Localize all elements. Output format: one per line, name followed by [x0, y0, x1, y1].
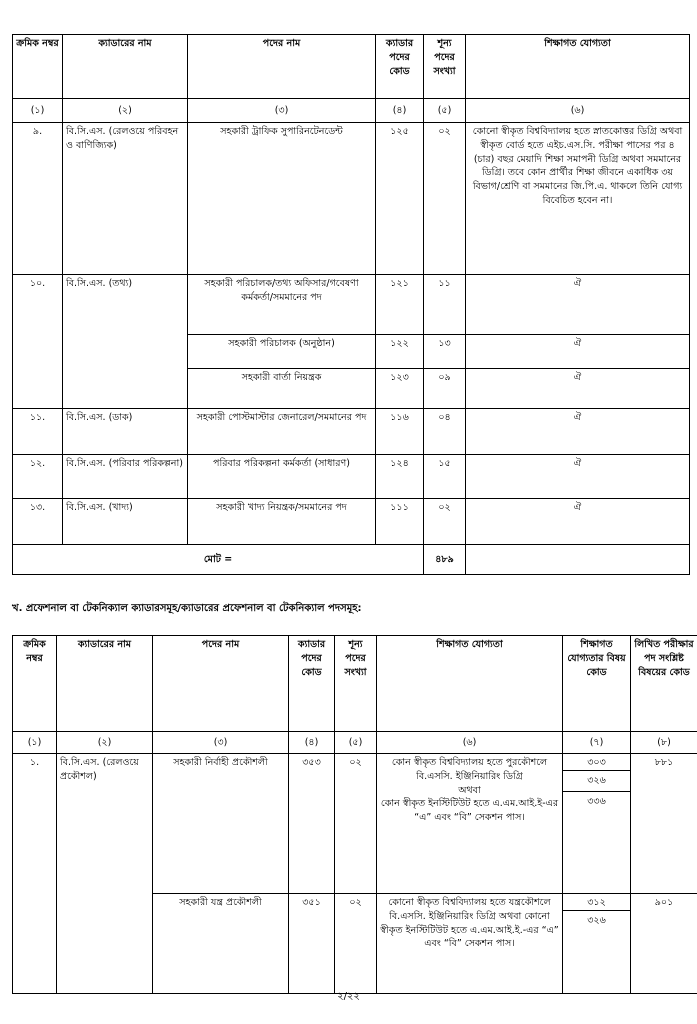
colnum: (৪) — [289, 732, 335, 754]
section-heading: খ. প্রফেশনাল বা টেকনিক্যাল ক্যাডারসমূহ/ক্যাডারের প্রফেশনাল বা টেকনিক্যাল পদসমূহ: — [12, 603, 362, 614]
post-cell: পরিবার পরিকল্পনা কর্মকর্তা (সাধারণ) — [188, 455, 376, 499]
code-cell: ১১১ — [376, 499, 424, 545]
serial-cell: ১১. — [13, 409, 63, 455]
colnum: (১) — [13, 99, 63, 123]
code-cell: ১২৫ — [376, 123, 424, 275]
colnum: (৪) — [376, 99, 424, 123]
qualification-cell: কোনো স্বীকৃত বিশ্ববিদ্যালয় হতে স্নাতকোত্তর ডিগ্রি অথবা স্বীকৃত বোর্ড হতে এইচ.এস.সি. পরীক্ষা পাসের পর ৪ (চার) বছর মেয়াদি শিক্ষা সমাপনী ডিগ্রি অথবা সমমানের ডিগ্রি। তবে কোন প্রার্থীর শিক্ষা জীবনে একাধিক ৩য় বিভাগ/শ্রেণি বা সমমানের জি.পি.এ. থাকলে তিনি যোগ্য বিবেচিত হবেন না। — [466, 123, 690, 275]
subject-code: ৩২৬ — [563, 910, 630, 931]
post-cell: সহকারী খাদ্য নিয়ন্ত্রক/সমমানের পদ — [188, 499, 376, 545]
cadre-cell: বি.সি.এস. (তথ্য) — [63, 275, 188, 409]
code-cell: ৩৫৩ — [289, 754, 335, 894]
colnum: (৬) — [466, 99, 690, 123]
serial-cell: ১. — [13, 754, 57, 994]
post-cell: সহকারী পোস্টমাস্টার জেনারেল/সমমানের পদ — [188, 409, 376, 455]
subject-code: ৩৩৬ — [563, 791, 630, 812]
vacancy-cell: ০২ — [424, 499, 466, 545]
header-subject-code: শিক্ষাগত যোগ্যতার বিষয় কোড — [563, 636, 631, 732]
subject-code-cell — [563, 754, 631, 894]
table-row — [13, 754, 697, 894]
header-qualification: শিক্ষাগত যোগ্যতা — [377, 636, 563, 732]
header-cadre: ক্যাডারের নাম — [63, 35, 188, 99]
subject-code: ৩১২ — [587, 897, 606, 908]
header-post: পদের নাম — [188, 35, 376, 99]
exam-code-cell: ৮৮১ — [631, 754, 697, 894]
total-label: মোট = — [13, 545, 424, 575]
post-cell: সহকারী যন্ত্র প্রকৌশলী — [153, 894, 289, 994]
code-cell: ১২১ — [376, 275, 424, 335]
column-number-row — [13, 732, 697, 754]
colnum: (৫) — [335, 732, 377, 754]
vacancy-cell: ১৫ — [424, 455, 466, 499]
header-row — [13, 35, 690, 99]
vacancy-cell: ১১ — [424, 275, 466, 335]
general-cadre-table — [12, 34, 690, 575]
serial-cell: ১০. — [13, 275, 63, 409]
subject-code: ৩০৩ — [587, 757, 606, 768]
qualification-or: অথবা — [458, 784, 481, 796]
qualification-cell: ঐ — [466, 499, 690, 545]
colnum: (৩) — [188, 99, 376, 123]
exam-code-cell: ৯০১ — [631, 894, 697, 994]
professional-cadre-table — [12, 635, 697, 994]
code-cell: ৩৫১ — [289, 894, 335, 994]
subject-code: ৩২৬ — [563, 770, 630, 791]
header-qualification: শিক্ষাগত যোগ্যতা — [466, 35, 690, 99]
code-cell: ১২৪ — [376, 455, 424, 499]
qualification-cell: ঐ — [466, 369, 690, 409]
header-serial: ক্রমিক নম্বর — [13, 636, 57, 732]
qualification-cell: কোনো স্বীকৃত বিশ্ববিদ্যালয় হতে যন্ত্রকৌশলে বি.এসসি. ইঞ্জিনিয়ারিং ডিগ্রি অথবা কোনো স্বীকৃত ইনস্টিটিউট হতে এ.এম.আই.ই.-এর “এ” এবং “বি” সেকশন পাস। — [377, 894, 563, 994]
table-row — [13, 499, 690, 545]
serial-cell: ৯. — [13, 123, 63, 275]
code-cell: ১২২ — [376, 335, 424, 369]
colnum: (২) — [63, 99, 188, 123]
header-vacancy: শূন্য পদের সংখ্যা — [335, 636, 377, 732]
code-cell: ১২৩ — [376, 369, 424, 409]
post-cell: সহকারী ট্রাফিক সুপারিনটেনডেন্ট — [188, 123, 376, 275]
colnum: (৮) — [631, 732, 697, 754]
vacancy-cell: ০৯ — [424, 369, 466, 409]
page-number: ২/২২ — [337, 991, 360, 1002]
table-row — [13, 409, 690, 455]
qualification-cell: ঐ — [466, 409, 690, 455]
table-row — [13, 123, 690, 275]
header-row — [13, 636, 697, 732]
post-cell: সহকারী নির্বাহী প্রকৌশলী — [153, 754, 289, 894]
colnum: (৫) — [424, 99, 466, 123]
post-cell: সহকারী পরিচালক/তথ্য অফিসার/গবেষণা কর্মকর্তা/সমমানের পদ — [188, 275, 376, 335]
header-cadre: ক্যাডারের নাম — [57, 636, 153, 732]
cadre-cell: বি.সি.এস. (পরিবার পরিকল্পনা) — [63, 455, 188, 499]
qualification-line: কোন স্বীকৃত বিশ্ববিদ্যালয় হতে পুরকৌশলে বি.এসসি. ইঞ্জিনিয়ারিং ডিগ্রি — [391, 757, 548, 782]
total-row — [13, 545, 690, 575]
header-code: ক্যাডার পদের কোড — [376, 35, 424, 99]
vacancy-cell: ০৪ — [424, 409, 466, 455]
code-cell: ১১৬ — [376, 409, 424, 455]
table-row — [13, 455, 690, 499]
cadre-cell: বি.সি.এস. (খাদ্য) — [63, 499, 188, 545]
empty-cell — [466, 545, 690, 575]
vacancy-cell: ০২ — [335, 894, 377, 994]
qualification-cell — [377, 754, 563, 894]
vacancy-cell: ১৩ — [424, 335, 466, 369]
post-cell: সহকারী বার্তা নিয়ন্ত্রক — [188, 369, 376, 409]
table-row — [13, 275, 690, 335]
colnum: (৭) — [563, 732, 631, 754]
qualification-cell: ঐ — [466, 275, 690, 335]
subject-code-cell — [563, 894, 631, 994]
colnum: (৬) — [377, 732, 563, 754]
serial-cell: ১৩. — [13, 499, 63, 545]
header-post: পদের নাম — [153, 636, 289, 732]
header-code: ক্যাডার পদের কোড — [289, 636, 335, 732]
cadre-cell: বি.সি.এস. (ডাক) — [63, 409, 188, 455]
qualification-cell: ঐ — [466, 455, 690, 499]
colnum: (৩) — [153, 732, 289, 754]
colnum: (১) — [13, 732, 57, 754]
cadre-cell: বি.সি.এস. (রেলওয়ে প্রকৌশল) — [57, 754, 153, 994]
column-number-row — [13, 99, 690, 123]
cadre-cell: বি.সি.এস. (রেলওয়ে পরিবহন ও বাণিজ্যিক) — [63, 123, 188, 275]
vacancy-cell: ০২ — [424, 123, 466, 275]
post-cell: সহকারী পরিচালক (অনুষ্ঠান) — [188, 335, 376, 369]
header-exam-code: লিখিত পরীক্ষার পদ সংশ্লিষ্ট বিষয়ের কোড — [631, 636, 697, 732]
header-serial: ক্রমিক নম্বর — [13, 35, 63, 99]
vacancy-cell: ০২ — [335, 754, 377, 894]
colnum: (২) — [57, 732, 153, 754]
qualification-line: কোন স্বীকৃত ইনস্টিটিউট হতে এ.এম.আই.ই-এর “এ” এবং “বি” সেকশন পাস। — [380, 798, 559, 824]
qualification-cell: ঐ — [466, 335, 690, 369]
header-vacancy: শূন্য পদের সংখ্যা — [424, 35, 466, 99]
serial-cell: ১২. — [13, 455, 63, 499]
total-value: ৪৮৯ — [424, 545, 466, 575]
